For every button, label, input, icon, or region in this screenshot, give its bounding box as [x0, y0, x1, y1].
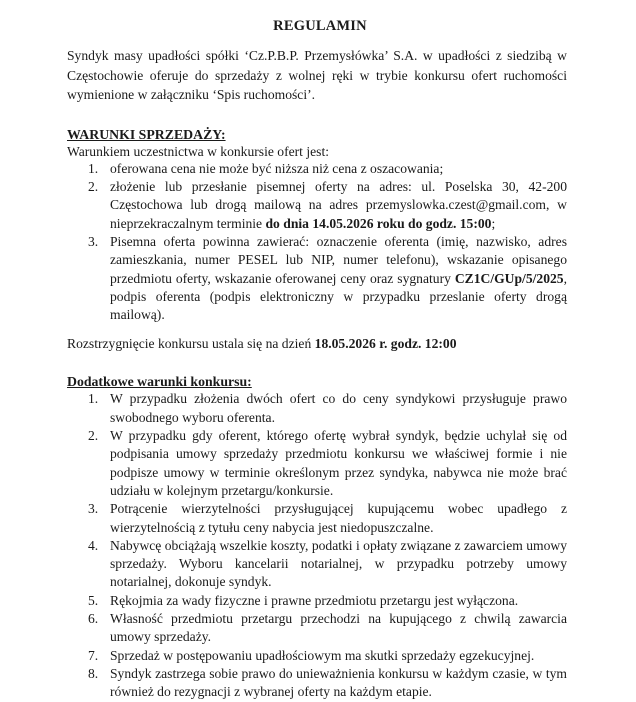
condition-text: Nabywcę obciążają wszelkie koszty, podatki i opłaty związane z zawarciem umowy sprzedaży. Wyboru kancelarii notarialnej, w przypadku potrzeby umowy notarialnej, dokonuje syndyk. — [110, 537, 567, 590]
list-number: 8. — [88, 665, 99, 681]
condition-text: Pisemna oferta powinna zawierać: oznaczenie oferenta (imię, nazwisko, adres zamieszkania, numer PESEL lub NIP, numer telefonu), wskazanie opisanego przedmiotu oferty, wskazanie oferowanej ceny oraz sygnatury — [110, 233, 567, 286]
condition-text: Sprzedaż w postępowaniu upadłościowym ma skutki sprzedaży egzekucyjnej. — [110, 647, 535, 663]
list-number: 1. — [88, 160, 99, 176]
additional-condition-item — [67, 500, 567, 537]
resolution-datetime: 18.05.2026 r. godz. 12:00 — [314, 336, 457, 352]
additional-conditions-list — [67, 390, 567, 701]
sales-condition-item — [67, 160, 567, 178]
list-number: 5. — [88, 592, 99, 608]
additional-condition-item — [67, 647, 567, 665]
condition-text: W przypadku gdy oferent, którego ofertę wybrał syndyk, będzie uchylał się od podpisania umowy sprzedaży przedmiotu konkursu we właściwej formie i nie podpisze umowy w terminie określonym przez syndyka, nabywca nie może brać udziału w kolejnym przetargu/konkursie. — [110, 428, 567, 498]
list-number: 2. — [88, 428, 99, 444]
condition-text: Potrącenie wierzytelności przysługującej kupującemu wobec upadłego z wierzytelnością z tytułu ceny nabycia jest niedopuszczalne. — [110, 501, 567, 535]
list-number: 3. — [88, 233, 99, 249]
additional-condition-item — [67, 537, 567, 592]
resolution-date — [67, 335, 567, 353]
list-number: 4. — [88, 537, 99, 553]
additional-condition-item — [67, 665, 567, 702]
sales-condition-item — [67, 178, 567, 233]
list-number: 7. — [88, 647, 99, 663]
condition-text: oferowana cena nie może być niższa niż cena z oszacowania; — [110, 160, 444, 176]
sales-condition-item — [67, 233, 567, 324]
deadline: do dnia 14.05.2026 roku do godz. 15:00 — [265, 215, 492, 231]
additional-conditions-heading: Dodatkowe warunki konkursu: — [67, 374, 252, 390]
intro-paragraph: Syndyk masy upadłości spółki ‘Cz.P.B.P. Przemysłówka’ S.A. w upadłości z siedzibą w Częstochowie oferuje do sprzedaży z wolnej ręki w trybie konkursu ofert ruchomości wymienione w załączniku ‘Spis ruchomości’. — [67, 48, 567, 103]
sales-conditions-heading: WARUNKI SPRZEDAŻY: — [67, 126, 226, 142]
sales-conditions-list — [67, 160, 567, 325]
additional-condition-item — [67, 610, 567, 647]
list-number: 6. — [88, 611, 99, 627]
case-signature: CZ1C/GUp/5/2025 — [454, 270, 564, 286]
additional-condition-item — [67, 427, 567, 500]
list-number: 1. — [88, 391, 99, 407]
additional-condition-item — [67, 592, 567, 610]
sales-conditions-lead: Warunkiem uczestnictwa w konkursie ofert jest: — [67, 143, 330, 159]
resolution-text: Rozstrzygnięcie konkursu ustala się na dzień — [67, 336, 315, 352]
condition-text: Rękojmia za wady fizyczne i prawne przedmiotu przetargu jest wyłączona. — [110, 592, 519, 608]
document-title: REGULAMIN — [273, 18, 367, 34]
condition-text: Syndyk zastrzega sobie prawo do unieważnienia konkursu w każdym czasie, w tym również do rezygnacji z wybranej oferty na każdym etapie. — [110, 665, 567, 700]
additional-condition-item — [67, 390, 567, 427]
condition-suffix: ; — [491, 215, 496, 231]
condition-suffix: , podpis oferenta (podpis elektroniczny w przypadku przeslanie oferty drogą mailową). — [110, 270, 567, 323]
condition-text: W przypadku złożenia dwóch ofert co do ceny syndykowi przysługuje prawo swobodnego wyboru oferenta. — [110, 391, 567, 425]
condition-text: Własność przedmiotu przetargu przechodzi na kupującego z chwilą zawarcia umowy sprzedaży. — [110, 611, 567, 645]
condition-text: złożenie lub przesłanie pisemnej oferty na adres: ul. Poselska 30, 42-200 Częstochowa lub drogą mailową na adres przemyslowka.czest@gmail.com, w nieprzekraczalnym terminie — [110, 179, 567, 231]
list-number: 2. — [88, 179, 99, 195]
list-number: 3. — [88, 501, 99, 517]
document-page — [67, 0, 567, 702]
